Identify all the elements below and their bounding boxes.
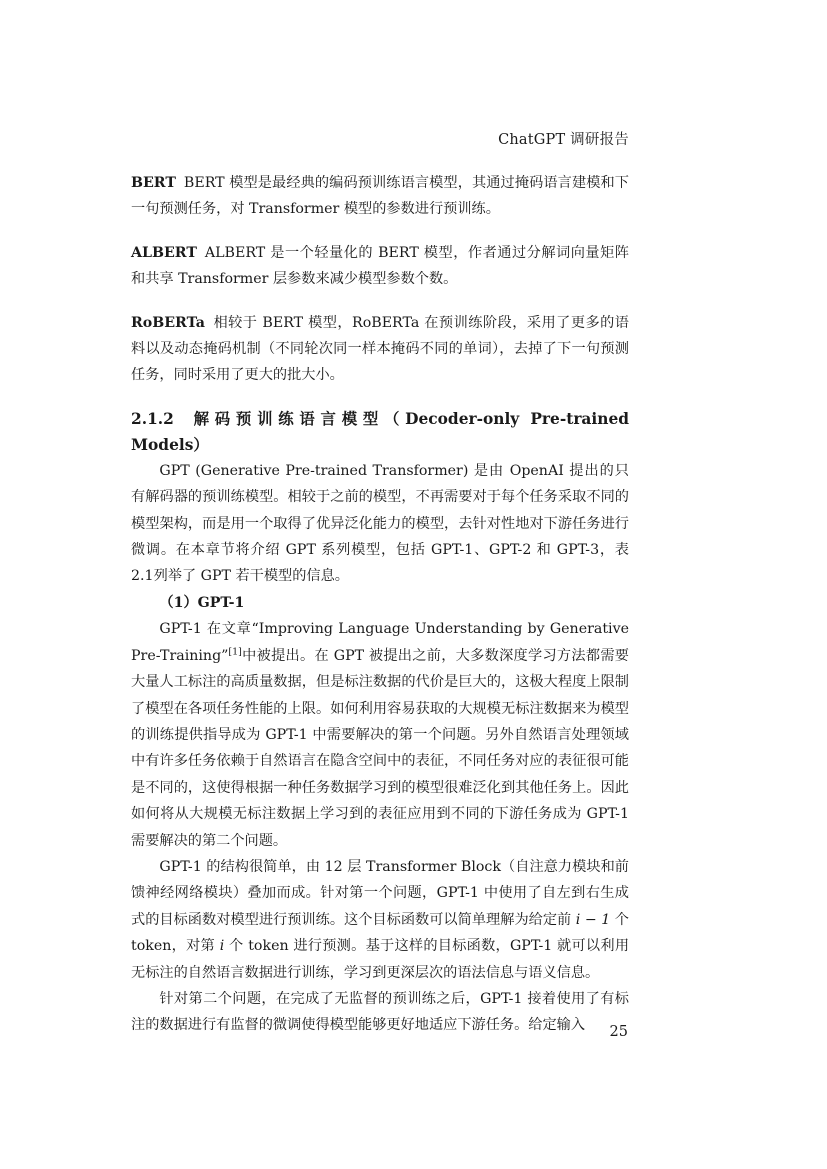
paragraph-text: GPT-1 的结构很简单，由 12 层 Transformer Block（自注意力模块和前馈神经网络模块）叠加而成。针对第一个问题，GPT-1 中使用了自左到右生成式的目标函数对模型进行预训练。这个目标函数可以简单理解为给定前 — [131, 858, 629, 928]
entry-bert — [131, 170, 629, 223]
paragraph-text: 个 token，对第 — [131, 911, 629, 955]
entry-text: 相较于 BERT 模型，RoBERTa 在预训练阶段，采用了更多的语料以及动态掩码机制（不同轮次同一样本掩码不同的单词），去掉了下一句预测任务，同时采用了更大的批大小。 — [131, 314, 629, 384]
body-text — [131, 170, 629, 1039]
gpt1-paragraph-2 — [131, 854, 629, 986]
entry-text: ALBERT 是一个轻量化的 BERT 模型，作者通过分解词向量矩阵和共享 Transformer 层参数来减少模型参数个数。 — [131, 244, 629, 288]
gpt1-paragraph-1 — [131, 616, 629, 854]
entry-albert — [131, 240, 629, 293]
paragraph-text: 中被提出。在 GPT 被提出之前，大多数深度学习方法都需要大量人工标注的高质量数据，但是标注数据的代价是巨大的，这极大程度上限制了模型在各项任务性能的上限。如何利用容易获取的大规模无标注数据来为模型的训练提供指导成为 GPT-1 中需要解决的第一个问题。另外自然语言处理领域中有许多任务依赖于自然语言在隐含空间中的表征，不同任务对应的表征很可能是不同的，这使得根据一种任务数据学习到的模型很难泛化到其他任务上。因此如何将从大规模无标注数据上学习到的表征应用到不同的下游任务成为 GPT-1 需要解决的第二个问题。 — [131, 647, 629, 849]
entry-text: BERT 模型是最经典的编码预训练语言模型，其通过掩码语言建模和下一句预测任务，对 Transformer 模型的参数进行预训练。 — [131, 175, 629, 218]
section-number: 2.1.2 — [131, 409, 174, 428]
section-title: 解码预训练语言模型（Decoder-only Pre-trained Models） — [131, 409, 629, 454]
subheading-gpt1: （1）GPT-1 — [159, 594, 245, 611]
intro-paragraph: GPT (Generative Pre-trained Transformer) 是由 OpenAI 提出的只有解码器的预训练模型。相较于之前的模型，不再需要对于每个任务采取不同的模型架构，而是用一个取得了优异泛化能力的模型，去针对性地对下游任务进行微调。在本章节将介绍 GPT 系列模型，包括 GPT-1、GPT-2 和 GPT-3，表 2.1列举了 GPT 若干模型的信息。 — [131, 462, 629, 585]
entry-term: RoBERTa — [131, 314, 205, 331]
entry-term: BERT — [131, 175, 176, 191]
entry-term: ALBERT — [131, 244, 197, 261]
gpt1-paragraph-3: 针对第二个问题，在完成了无监督的预训练之后，GPT-1 接着使用了有标注的数据进行有监督的微调使得模型能够更好地适应下游任务。给定输入 — [131, 990, 629, 1034]
citation-link[interactable]: [1] — [228, 645, 242, 657]
math-expression: i − 1 — [575, 911, 611, 928]
math-expression: i — [219, 938, 225, 955]
page-number: 25 — [609, 1024, 628, 1040]
running-header: ChatGPT 调研报告 — [498, 132, 629, 148]
paragraph-text: GPT-1 在文章“Improving Language Understanding by Generative Pre-Training” — [131, 621, 629, 664]
paragraph-text: 个 token 进行预测。基于这样的目标函数，GPT-1 就可以利用无标注的自然语言数据进行训练，学习到更深层次的语法信息与语义信息。 — [131, 938, 630, 981]
section-heading — [131, 406, 629, 458]
entry-roberta — [131, 310, 629, 389]
